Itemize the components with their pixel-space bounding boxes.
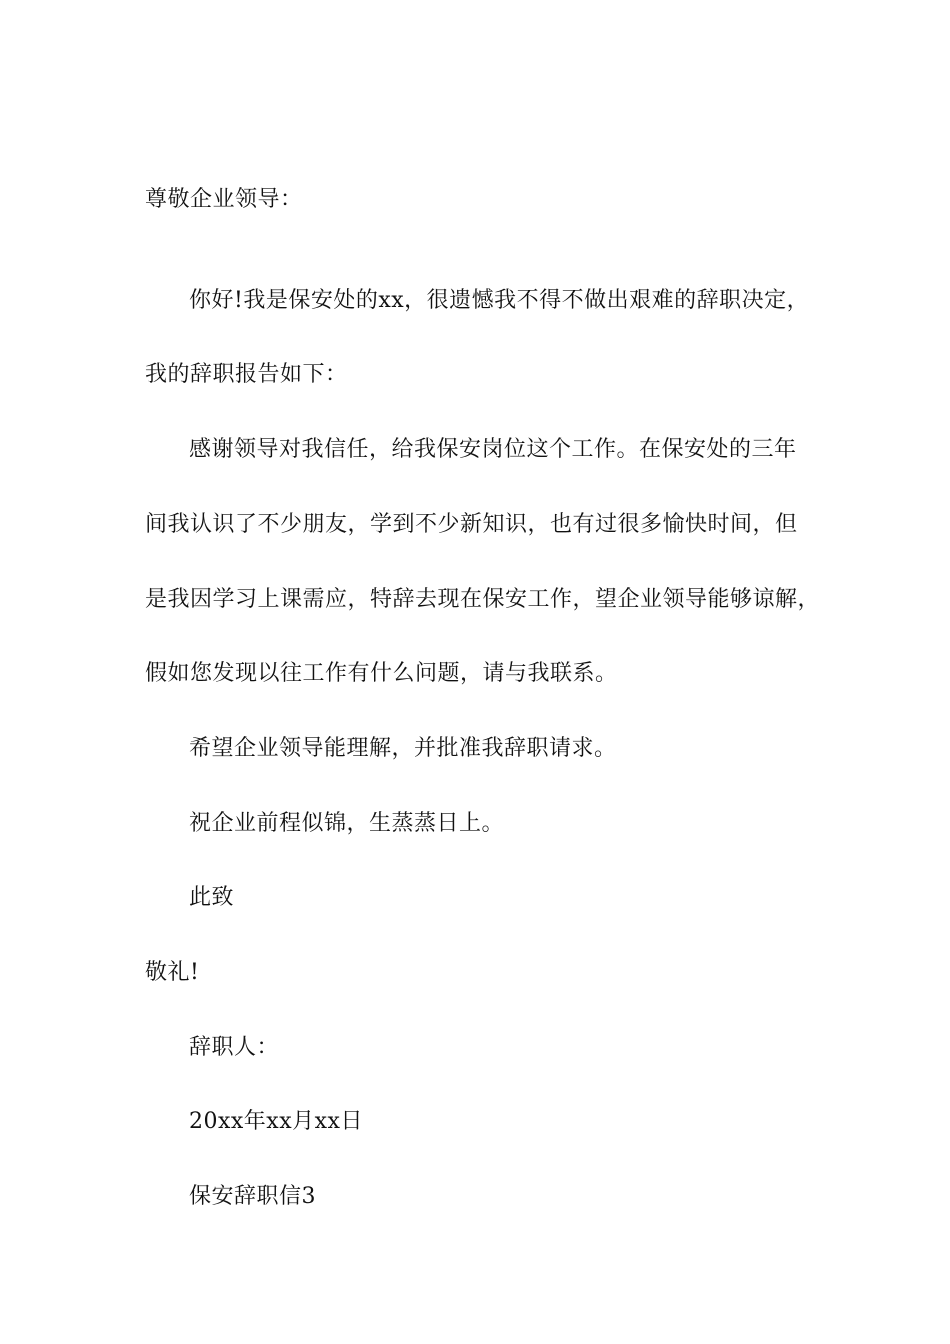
paragraph-1-line-2: 我的辞职报告如下： — [145, 362, 348, 387]
paragraph-3: 希望企业领导能理解，并批准我辞职请求。 — [189, 736, 617, 761]
salutation: 尊敬企业领导： — [145, 187, 303, 212]
closing-salute: 敬礼! — [145, 960, 200, 985]
letter-date: 20xx年xx月xx日 — [189, 1109, 363, 1134]
paragraph-2-line-2: 间我认识了不少朋友，学到不少新知识，也有过很多愉快时间，但 — [145, 512, 798, 537]
paragraph-1-line-1: 你好!我是保安处的xx，很遗憾我不得不做出艰难的辞职决定， — [189, 288, 810, 313]
next-section-heading: 保安辞职信3 — [189, 1184, 316, 1209]
paragraph-2-line-1: 感谢领导对我信任，给我保安岗位这个工作。在保安处的三年 — [189, 437, 797, 462]
closing-greeting: 此致 — [189, 885, 235, 910]
paragraph-2-line-4: 假如您发现以往工作有什么问题，请与我联系。 — [145, 661, 618, 686]
signature-label: 辞职人： — [189, 1035, 280, 1060]
paragraph-4: 祝企业前程似锦，生蒸蒸日上。 — [189, 811, 505, 836]
paragraph-2-line-3: 是我因学习上课需应，特辞去现在保安工作，望企业领导能够谅解， — [145, 587, 821, 612]
